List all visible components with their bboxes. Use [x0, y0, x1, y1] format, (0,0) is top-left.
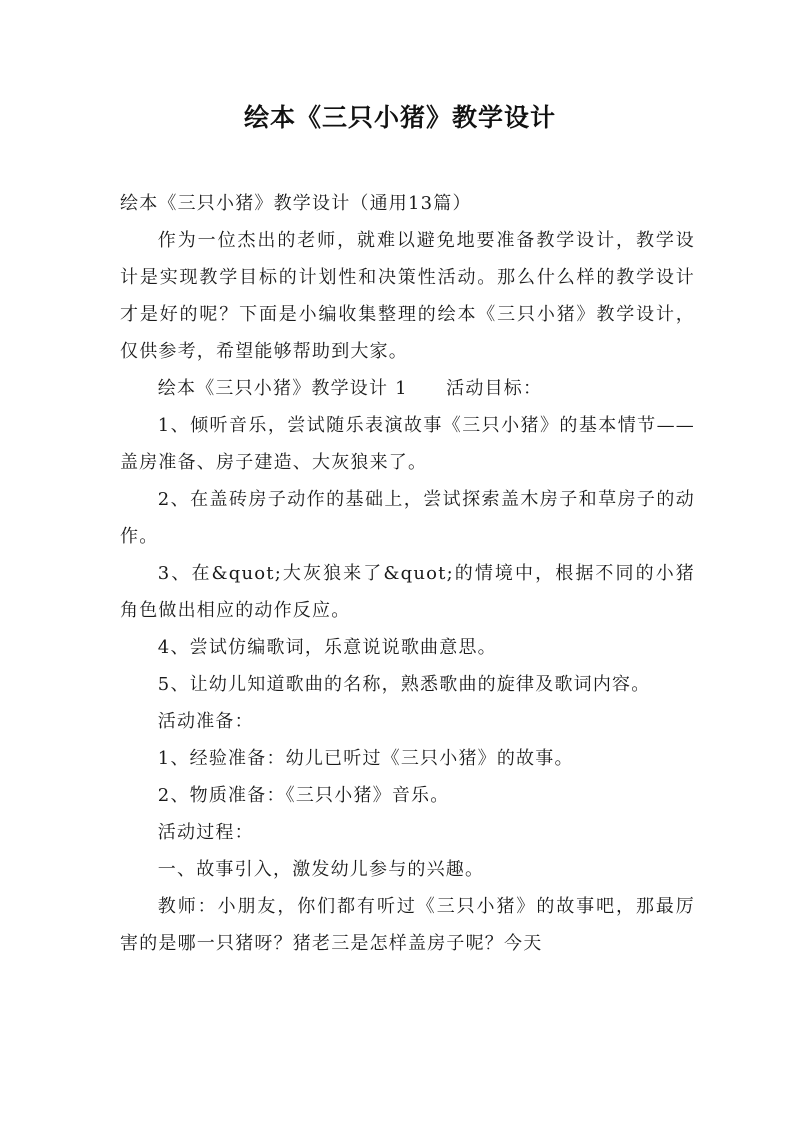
paragraph-intro: 作为一位杰出的老师，就难以避免地要准备教学设计，教学设计是实现教学目标的计划性和决策性活动。那么什么样的教学设计才是好的呢？下面是小编收集整理的绘本《三只小猪》教学设计，仅供参考，希望能够帮助到大家。	[120, 230, 695, 362]
document-body	[120, 185, 695, 962]
paragraph-teacher-dialogue: 教师：小朋友，你们都有听过《三只小猪》的故事吧，那最厉害的是哪一只猪呀？猪老三是怎样盖房子呢？今天	[120, 896, 695, 954]
paragraph-preparation-1: 1、经验准备：幼儿已听过《三只小猪》的故事。	[157, 748, 574, 769]
paragraph-preparation-heading: 活动准备：	[157, 711, 254, 732]
paragraph-goal-5: 5、让幼儿知道歌曲的名称，熟悉歌曲的旋律及歌词内容。	[157, 674, 651, 695]
document-title: 绘本《三只小猪》教学设计	[243, 103, 556, 132]
paragraph-goal-4: 4、尝试仿编歌词，乐意说说歌曲意思。	[157, 637, 497, 658]
paragraph-goal-3: 3、在&quot;大灰狼来了&quot;的情境中，根据不同的小猪角色做出相应的动作反应。	[120, 563, 695, 621]
paragraph-process-step-1: 一、故事引入，激发幼儿参与的兴趣。	[157, 859, 485, 880]
paragraph-subtitle: 绘本《三只小猪》教学设计（通用13篇）	[120, 193, 472, 214]
paragraph-goal-1: 1、倾听音乐，尝试随乐表演故事《三只小猪》的基本情节——盖房准备、房子建造、大灰狼来了。	[120, 415, 695, 473]
paragraph-process-heading: 活动过程：	[157, 822, 254, 843]
paragraph-goal-2: 2、在盖砖房子动作的基础上，尝试探索盖木房子和草房子的动作。	[120, 489, 695, 547]
paragraph-preparation-2: 2、物质准备：《三只小猪》音乐。	[157, 785, 450, 806]
paragraph-section-heading: 绘本《三只小猪》教学设计 1 活动目标：	[157, 378, 543, 399]
